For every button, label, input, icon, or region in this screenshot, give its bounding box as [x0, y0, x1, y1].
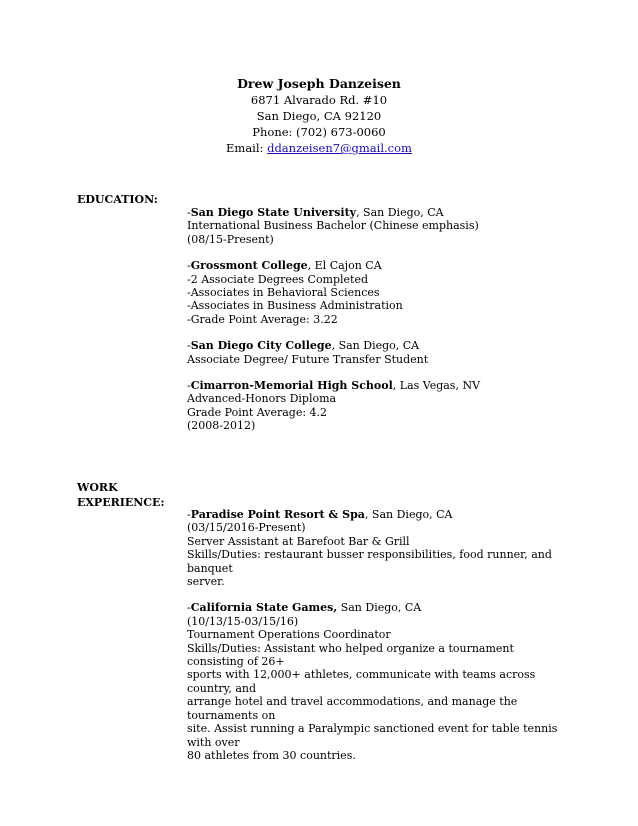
entry-title-line: -California State Games, San Diego, CA: [187, 601, 422, 615]
entry-detail: Tournament Operations Coordinator: [187, 628, 391, 642]
entry-detail: Associate Degree/ Future Transfer Student: [187, 352, 429, 366]
school-name: San Diego State University: [190, 206, 357, 219]
education-entry: [187, 259, 567, 326]
entry-detail: International Business Bachelor (Chinese emphasis): [187, 219, 479, 233]
work-entry: [187, 508, 567, 588]
applicant-name: Drew Joseph Danzeisen: [237, 76, 401, 91]
resume-header: [0, 76, 638, 156]
employer-name: California State Games,: [190, 601, 338, 615]
entry-detail: -Associates in Behavioral Sciences: [187, 286, 380, 300]
entry-detail: (08/15-Present): [187, 232, 274, 246]
entry-title-line: -Cimarron-Memorial High School, Las Vegas, NV: [187, 379, 481, 393]
education-list: [187, 206, 567, 446]
work-entry: [187, 601, 567, 762]
entry-title-line: -Grossmont College, El Cajon CA: [187, 259, 382, 273]
phone-line: Phone: (702) 673-0060: [252, 125, 386, 139]
entry-detail: server.: [187, 575, 225, 589]
entry-detail: (2008-2012): [187, 419, 256, 433]
employer-name: Paradise Point Resort & Spa: [190, 508, 365, 521]
entry-detail: 80 athletes from 30 countries.: [187, 748, 356, 762]
school-name: Grossmont College: [190, 259, 308, 273]
entry-detail: sports with 12,000+ athletes, communicate with teams across country, and: [187, 668, 536, 695]
education-entry: [187, 339, 567, 366]
entry-title-line: -San Diego City College, San Diego, CA: [187, 339, 420, 353]
education-entry: [187, 206, 567, 246]
work-heading-line-1: WORK: [77, 481, 118, 494]
entry-detail: Skills/Duties: restaurant busser responsibilities, food runner, and banquet: [187, 548, 552, 575]
work-experience-heading: [77, 480, 165, 510]
entry-detail: (03/15/2016-Present): [187, 521, 306, 535]
school-name: San Diego City College: [190, 339, 332, 353]
entry-detail: Grade Point Average: 4.2: [187, 405, 328, 419]
address-line-1: 6871 Alvarado Rd. #10: [250, 93, 388, 107]
entry-detail: arrange hotel and travel accommodations, and manage the tournaments on: [187, 695, 518, 722]
entry-title-line: -Paradise Point Resort & Spa, San Diego, CA: [187, 508, 453, 521]
entry-detail: -Grade Point Average: 3.22: [187, 312, 338, 326]
entry-title-line: -San Diego State University, San Diego, CA: [187, 206, 444, 219]
work-heading-line-2: EXPERIENCE:: [77, 496, 165, 509]
email-label: Email:: [226, 141, 268, 155]
entry-detail: -Associates in Business Administration: [187, 299, 403, 313]
entry-detail: (10/13/15-03/15/16): [187, 614, 299, 628]
work-list: [187, 508, 567, 775]
entry-detail: -2 Associate Degrees Completed: [187, 272, 369, 286]
school-name: Cimarron-Memorial High School: [190, 379, 393, 393]
email-line: [0, 140, 638, 156]
education-entry: [187, 379, 567, 433]
entry-detail: Skills/Duties: Assistant who helped organize a tournament consisting of 26+: [187, 641, 514, 669]
address-line-2: San Diego, CA 92120: [256, 109, 382, 123]
entry-detail: Advanced-Honors Diploma: [187, 392, 337, 406]
entry-detail: Server Assistant at Barefoot Bar & Grill: [187, 534, 410, 548]
entry-detail: site. Assist running a Paralympic sanctioned event for table tennis with over: [187, 722, 558, 749]
email-link[interactable]: ddanzeisen7@gmail.com: [267, 141, 412, 155]
education-heading: EDUCATION:: [77, 193, 158, 206]
